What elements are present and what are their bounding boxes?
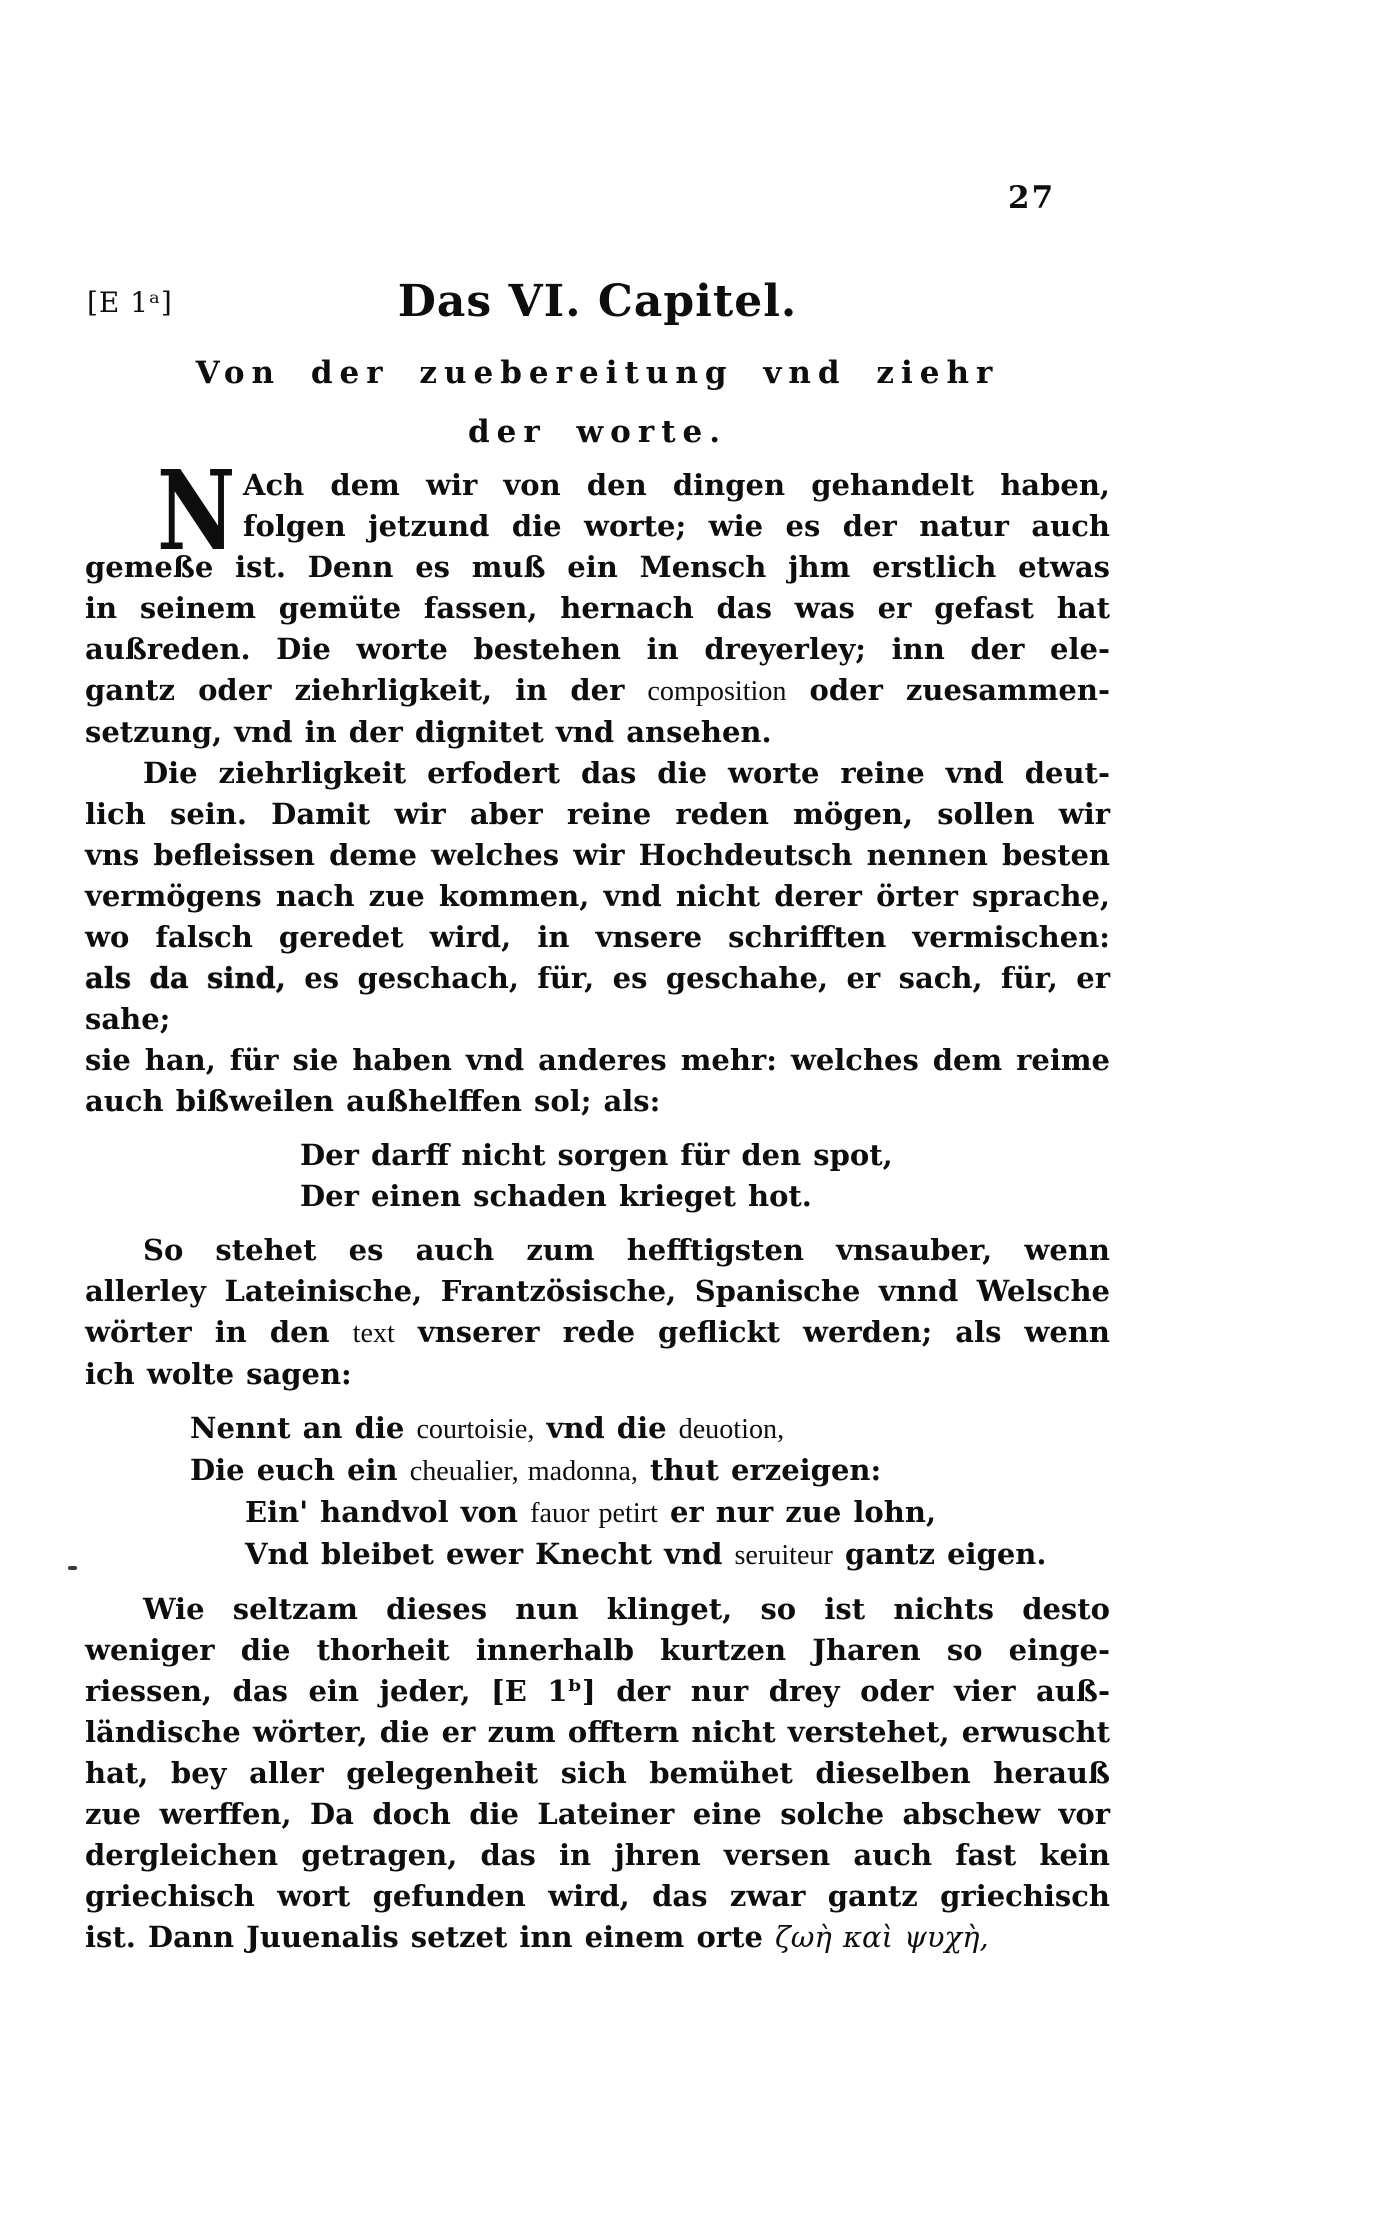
text-segment: es geschach, für, es geschahe, er sach, für, er sahe; <box>85 961 1110 1036</box>
text-segment: vns befleissen deme welches wir Hochdeutsch nennen besten <box>85 838 1110 872</box>
text-line <box>85 1794 1110 1835</box>
text-segment: griechisch wort gefunden wird, das zwar gantz griechisch <box>85 1879 1110 1913</box>
text-segment: er nur zue lohn, <box>657 1495 937 1529</box>
text-line <box>85 917 1110 958</box>
text-segment-antiqua: deuotion, <box>678 1414 785 1445</box>
text-line <box>85 629 1110 670</box>
text-line <box>85 1630 1110 1671</box>
text-segment: setzung, vnd in der dignitet vnd ansehen. <box>85 715 772 749</box>
verse-couplet <box>85 1135 1110 1217</box>
text-segment: vnd die <box>534 1411 679 1445</box>
paragraph-1 <box>85 446 1110 753</box>
text-line <box>85 1176 1110 1217</box>
page-body <box>85 446 1110 1958</box>
paragraph-3 <box>85 1230 1110 1395</box>
text-line <box>85 1230 1110 1271</box>
paragraph-2 <box>85 753 1110 1122</box>
text-segment-antiqua: fauor petirt <box>530 1498 658 1529</box>
text-segment: Der darff nicht sorgen für den spot, <box>300 1138 893 1172</box>
drop-cap-initial: N <box>157 446 236 575</box>
text-segment: in seinem gemüte fassen, hernach das was er gefast hat <box>85 591 1110 625</box>
text-segment: gemeße ist. Denn es muß ein Mensch jhm erstlich etwas <box>85 550 1110 584</box>
text-segment: auch bißweilen außhelffen sol; als: <box>85 1084 661 1118</box>
text-segment: folgen jetzund die worte; wie es der natur auch <box>243 509 1110 543</box>
text-segment: ist. Dann Juuenalis setzet inn einem orte <box>85 1920 776 1954</box>
text-line <box>85 1753 1110 1794</box>
text-line <box>85 712 1110 753</box>
text-line <box>85 1312 1110 1354</box>
chapter-subtitle-line-1: Von der zuebereitung vnd ziehr <box>195 355 1000 391</box>
text-segment: vermögens nach zue kommen, vnd nicht derer örter sprache, <box>85 879 1110 913</box>
text-line <box>85 547 1110 588</box>
text-line <box>85 1917 1110 1958</box>
text-segment: lich sein. Damit wir aber reine reden mögen, sollen wir <box>85 797 1110 831</box>
text-segment-antiqua: seruiteur <box>734 1540 833 1571</box>
signature-marker: [E 1ᵃ] <box>87 286 173 319</box>
text-line <box>85 1712 1110 1753</box>
chapter-heading-row <box>85 276 1110 327</box>
text-line <box>85 1876 1110 1917</box>
text-line <box>85 670 1110 712</box>
text-segment: weniger die thorheit innerhalb kurtzen Jharen so einge- <box>85 1633 1110 1667</box>
text-segment-antiqua: text <box>352 1318 395 1349</box>
text-segment: Die ziehrligkeit erfodert das die worte reine vnd deut- <box>143 756 1110 790</box>
text-segment: dergleichen getragen, das in jhren versen auch fast kein <box>85 1838 1110 1872</box>
chapter-subtitle-line-2: der worte. <box>467 414 728 450</box>
text-segment: sie han, für sie haben vnd anderes mehr: welches dem reime <box>85 1043 1110 1077</box>
text-segment: thut erzeigen: <box>637 1453 882 1487</box>
text-line <box>85 1589 1110 1630</box>
text-segment-antiqua: courtoisie, <box>416 1414 535 1445</box>
text-segment: riessen, das ein jeder, [E 1ᵇ] der nur drey oder vier auß- <box>85 1674 1110 1708</box>
text-line <box>85 753 1110 794</box>
scan-artifact-dot <box>68 1566 77 1570</box>
text-segment: vnserer rede geflickt werden; als wenn <box>394 1315 1110 1349</box>
text-segment: wörter in den <box>85 1315 353 1349</box>
text-line <box>85 1135 1110 1176</box>
chapter-subtitle <box>85 344 1110 462</box>
verse-quatrain <box>85 1408 1110 1576</box>
text-line <box>85 1835 1110 1876</box>
text-segment: Die euch ein <box>190 1453 410 1487</box>
text-segment-greek: ζωὴ καὶ ψυχὴ, <box>775 1920 989 1954</box>
text-line <box>85 1450 1110 1492</box>
text-segment: Der einen schaden krieget hot. <box>300 1179 812 1213</box>
chapter-title: Das VI. Capitel. <box>397 276 798 327</box>
text-segment: zue werffen, Da doch die Lateiner eine solche abschew vor <box>85 1797 1110 1831</box>
text-segment: ländische wörter, die er zum offtern nicht verstehet, erwuscht <box>85 1715 1110 1749</box>
text-line <box>85 1271 1110 1312</box>
text-segment: außreden. Die worte bestehen in dreyerley; inn der ele- <box>85 632 1110 666</box>
text-segment-heavy: als da sind, <box>85 961 286 995</box>
text-segment: Vnd bleibet ewer Knecht vnd <box>245 1537 735 1571</box>
text-segment: gantz eigen. <box>832 1537 1047 1571</box>
text-line <box>85 1408 1110 1450</box>
text-segment: Ach dem wir von den dingen gehandelt haben, <box>243 468 1110 502</box>
text-line <box>85 876 1110 917</box>
text-line <box>85 1534 1110 1576</box>
text-segment: Wie seltzam dieses nun klinget, so ist nichts desto <box>143 1592 1110 1626</box>
text-segment: oder zuesammen- <box>786 673 1110 707</box>
text-segment: ich wolte sagen: <box>85 1357 352 1391</box>
text-line <box>85 506 1110 547</box>
text-line <box>85 588 1110 629</box>
text-segment: wo falsch geredet wird, in vnsere schrifften vermischen: <box>85 920 1110 954</box>
text-line <box>85 465 1110 506</box>
page-number: 27 <box>1008 180 1056 216</box>
text-segment: So stehet es auch zum hefftigsten vnsauber, wenn <box>143 1233 1110 1267</box>
text-line <box>85 1354 1110 1395</box>
text-segment-antiqua: cheualier, madonna, <box>409 1456 638 1487</box>
text-line <box>85 1081 1110 1122</box>
text-line <box>85 1671 1110 1712</box>
text-line <box>85 1040 1110 1081</box>
text-line <box>85 794 1110 835</box>
text-segment-antiqua: composition <box>647 676 787 707</box>
text-segment: Nennt an die <box>190 1411 417 1445</box>
text-line <box>85 958 1110 1040</box>
text-segment: Ein' handvol von <box>245 1495 531 1529</box>
text-segment: gantz oder ziehrligkeit, in der <box>85 673 648 707</box>
text-line <box>85 835 1110 876</box>
text-segment: allerley Lateinische, Frantzösische, Spanische vnnd Welsche <box>85 1274 1110 1308</box>
text-segment: hat, bey aller gelegenheit sich bemühet dieselben herauß <box>85 1756 1110 1790</box>
text-line <box>85 1492 1110 1534</box>
paragraph-4 <box>85 1589 1110 1958</box>
